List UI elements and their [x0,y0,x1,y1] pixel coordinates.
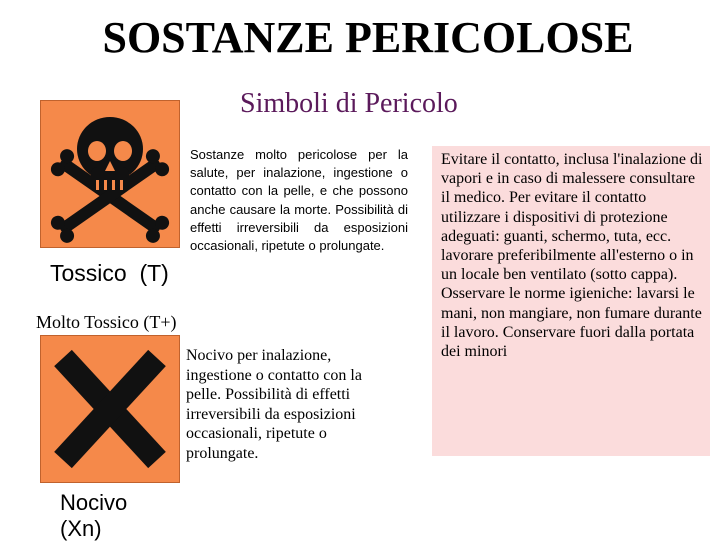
page-subtitle: Simboli di Pericolo [240,88,458,119]
harmful-label: Nocivo (Xn) [60,490,128,541]
page-title: SOSTANZE PERICOLOSE [102,13,634,62]
very-toxic-label: Molto Tossico (T+) [36,312,177,332]
toxic-description: Sostanze molto pericolose per la salute, per inalazione, ingestione o contatto con la pelle, e che possono anche causare la morte. Possibilità di effetti irreversibili da esposizioni occasionali, ripetute o prolungate. [190,147,408,254]
st-andrews-cross-icon [41,336,179,482]
skull-crossbones-icon [41,101,179,247]
harmful-description: Nocivo per inalazione, ingestione o contatto con la pelle. Possibilità di effetti irreversibili da esposizioni occasionali, ripetute o prolungate. [186,347,362,462]
advice-text: Evitare il contatto, inclusa l'inalazione di vapori e in caso di malessere consultare il medico. Per evitare il contatto utilizzare i dispositivi di protezione adeguati: guanti, schermo, tuta, ecc. lavorare preferibilmente all'esterno o in un locale ben ventilato (sotto cappa). Osservare le norme igieniche: lavarsi le mani, non mangiare, non fumare durante il lavoro. Conservare fuori dalla portata dei minori [441,151,703,361]
toxic-label: Tossico (T) [50,260,169,286]
harmful-symbol [40,335,180,483]
toxic-symbol [40,100,180,248]
